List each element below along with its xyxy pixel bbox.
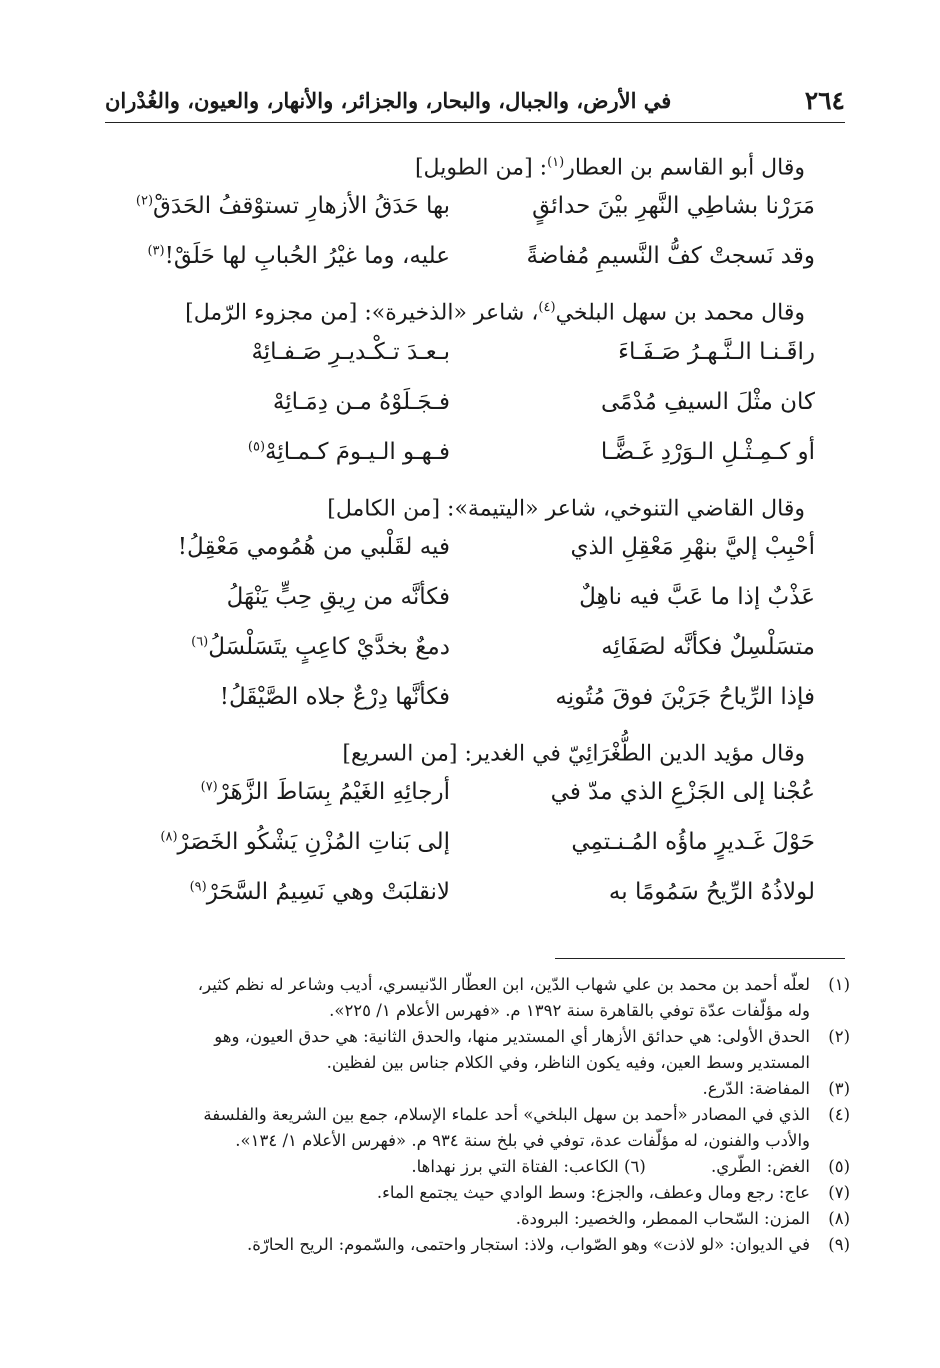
footnote-number: (١) (828, 975, 850, 994)
footnote-text: الغض: الطّري. (٦) الكاعب: الفتاة التي برز نهداها. (411, 1157, 810, 1176)
footnote-text: والأدب والفنون، له مؤلّفات عدة، توفي في بلخ سنة ٩٣٤ م. «فهرس الأعلام ١/ ١٣٤». (235, 1131, 810, 1150)
page-number: ٢٦٤ (804, 86, 845, 115)
footnote (105, 1180, 850, 1206)
footnotes (105, 972, 850, 1258)
verse-line (110, 431, 845, 481)
footnote-number: (٤) (828, 1105, 850, 1124)
verse-second-hemistich: فكأنَّها دِرْعٌ جلاه الصَّيْقَلُ! (219, 683, 450, 710)
verse-first-hemistich: أحْبِبْ إليَّ بنهْرِ مَعْقِلِ الذي (570, 533, 815, 560)
verse-second-hemistich: عليه، وما غيْرُ الحُبابِ لها حَلَقْ!$^{(٣)}$ (147, 243, 450, 270)
footnote-text: المزن: السّحاب الممطر، والخصير: البرودة. (515, 1209, 810, 1228)
verse-second-hemistich: أرجائِهِ الغَيْمُ بِسَاطَ الزَّهَرْ$^{(٧)}$ (200, 779, 450, 806)
footnote-ref: (٦) (191, 634, 209, 650)
verse-first-hemistich: راقَـنـا الـنَّـهـرُ صَـفَـاءَ (618, 338, 815, 365)
footnote (105, 1024, 850, 1076)
footnote (105, 1076, 850, 1102)
verse-first-hemistich: فإذا الرِّياحُ جَرَيْنَ فوقَ مُتُونِه (555, 683, 815, 710)
page-header (105, 82, 845, 123)
footnote-number: (٣) (828, 1079, 850, 1098)
running-title: في الأرض، والجبال، والبحار، والجزائر، والأنهار، والعيون، والغُدْران (105, 88, 672, 113)
footnote-text: وله مؤلّفات عدّة توفي بالقاهرة سنة ١٣٩٢ م. «فهرس الأعلام ١/ ٢٢٥». (329, 1001, 810, 1020)
verse-line (110, 771, 845, 821)
footnote-number: (٢) (828, 1027, 850, 1046)
poem-block (110, 146, 845, 285)
verse-second-hemistich: فيه لقَلْبي من هُمُومي مَعْقِلُ! (177, 533, 450, 560)
verse-second-hemistich: إلى بَناتِ المُزْنِ يَشْكُو الخَصَرْ$^{(٨)}$ (160, 829, 450, 856)
poem-intro: وقال مؤيد الدين الطُّغْرَائِيّ في الغدير: [من السريع] (342, 741, 805, 767)
verse-first-hemistich: مَرَرْنا بشاطِي النَّهرِ بيْنَ حدائقٍ (532, 193, 815, 220)
verse-first-hemistich: حَوْلَ غَـديرٍ ماؤُه المُـنـتمِي (571, 829, 815, 856)
verse-first-hemistich: لولاذُهُ الرِّيحُ سَمُومًا به (608, 879, 815, 906)
footnote-text: في الديوان: «لو لاذت» وهو الصّواب، ولاذ: استجار واحتمى، والسّموم: الريح الحارّة. (246, 1235, 810, 1254)
poem-block (110, 291, 845, 480)
footnote-ref: (٩) (189, 879, 207, 895)
verse-line (110, 576, 845, 626)
verse-first-hemistich: أو كـمِـثْـلِ الـوَرْدِ غَـضًّـا (600, 438, 815, 465)
footnote-ref: (٢) (135, 193, 154, 209)
footnote-text: الحدق الأولى: هي حدائق الأزهار أي المستدير منها، والحدق الثانية: هي حدق العيون، وهو (214, 1027, 810, 1046)
footnote-number: (٩) (828, 1235, 850, 1254)
verse-second-hemistich: بها حَدَقُ الأزهارِ تستوْقفُ الحَدَقْ$^{(٢)}$ (135, 193, 450, 220)
verse-first-hemistich: متسَلْسِلٌ فكأنَّه لصَفَائِه (601, 633, 815, 660)
verse-second-hemistich: دمعٌ بخدَّيْ كاعِبٍ يتَسَلْسَلُ$^{(٦)}$ (191, 633, 450, 660)
footnote-text: المفاضة: الدّرع. (702, 1079, 810, 1098)
verse-first-hemistich: عُجْنا إلى الجَزْعِ الذي مدّ في (550, 779, 815, 806)
poem-block (110, 732, 845, 921)
footnote-ref: (٨) (160, 829, 178, 845)
verse-first-hemistich: كان مثْلَ السيفِ مُدْمًى (600, 388, 815, 415)
verse-line (110, 185, 845, 235)
poem-intro: وقال محمد بن سهل البلخي$^{(٤)}$، شاعر «الذخيرة»: [من مجزوء الرّمل] (185, 300, 805, 326)
footnote-ref: (٧) (200, 779, 218, 795)
footnote (105, 1232, 850, 1258)
footnote-ref: (٥) (247, 439, 266, 454)
poem-intro: وقال القاضي التنوخي، شاعر «اليتيمة»: [من الكامل] (327, 495, 805, 521)
footnote (105, 972, 850, 1024)
verse-second-hemistich: فكأنَّه من رِيقِ حِبٍّ يَنْهَلُ (226, 583, 450, 610)
verse-second-hemistich: لانقلبَتْ وهي نَسِيمُ السَّحَرْ$^{(٩)}$ (189, 879, 450, 906)
verse-line (110, 331, 845, 381)
verse-line (110, 526, 845, 576)
footnote-number: (٥) (828, 1157, 850, 1176)
footnote-number: (٧) (828, 1183, 850, 1202)
verse-line (110, 381, 845, 431)
footnote-ref: (٣) (147, 243, 165, 259)
verse-second-hemistich: بـعـدَ تـكْـديـرِ صَـفـائِهْ (251, 338, 450, 365)
verse-line (110, 821, 845, 871)
footnote-divider (555, 958, 845, 959)
footnote-text: المستدير وسط العين، وفيه يكون الناظر، وفي الكلام جناس بين لفظين. (326, 1053, 810, 1072)
footnote-ref: (٤) (538, 300, 556, 316)
footnote-ref: (١) (547, 155, 565, 170)
verse-line (110, 235, 845, 285)
verse-second-hemistich: فـجَـلَوْهُ مـن دِمَـائِهْ (272, 388, 450, 415)
footnote-text: الذي في المصادر «أحمد بن سهل البلخي» أحد علماء الإسلام، جمع بين الشريعة والفلسفة (203, 1105, 810, 1124)
footnote-number: (٨) (828, 1209, 850, 1228)
footnote-text: عاج: رجع ومال وعطف، والجزع: وسط الوادي حيث يجتمع الماء. (376, 1183, 810, 1202)
verse-line (110, 871, 845, 921)
poem-intro: وقال أبو القاسم بن العطار$^{(١)}$: [من الطويل] (414, 155, 805, 181)
verse-line (110, 626, 845, 676)
footnote-number: (٦) (624, 1157, 646, 1176)
verse-second-hemistich: فـهـو الـيـومَ كـمـائِهْ$^{(٥)}$ (247, 438, 450, 465)
footnote (105, 1102, 850, 1154)
main-content (110, 140, 845, 927)
verse-first-hemistich: عَذْبٌ إذا ما عَبَّ فيه ناهِلٌ (579, 583, 815, 610)
footnote (105, 1154, 850, 1180)
footnote (105, 1206, 850, 1232)
poem-block (110, 487, 845, 726)
footnote-text: لعلّه أحمد بن محمد بن علي شهاب الدّين، ابن العطّار الدّنيسري، أديب وشاعر له نظم كثير، (197, 975, 810, 994)
verse-line (110, 676, 845, 726)
verse-first-hemistich: وقد نَسجتْ كفُّ النَّسيمِ مُفاضةً (526, 243, 815, 270)
